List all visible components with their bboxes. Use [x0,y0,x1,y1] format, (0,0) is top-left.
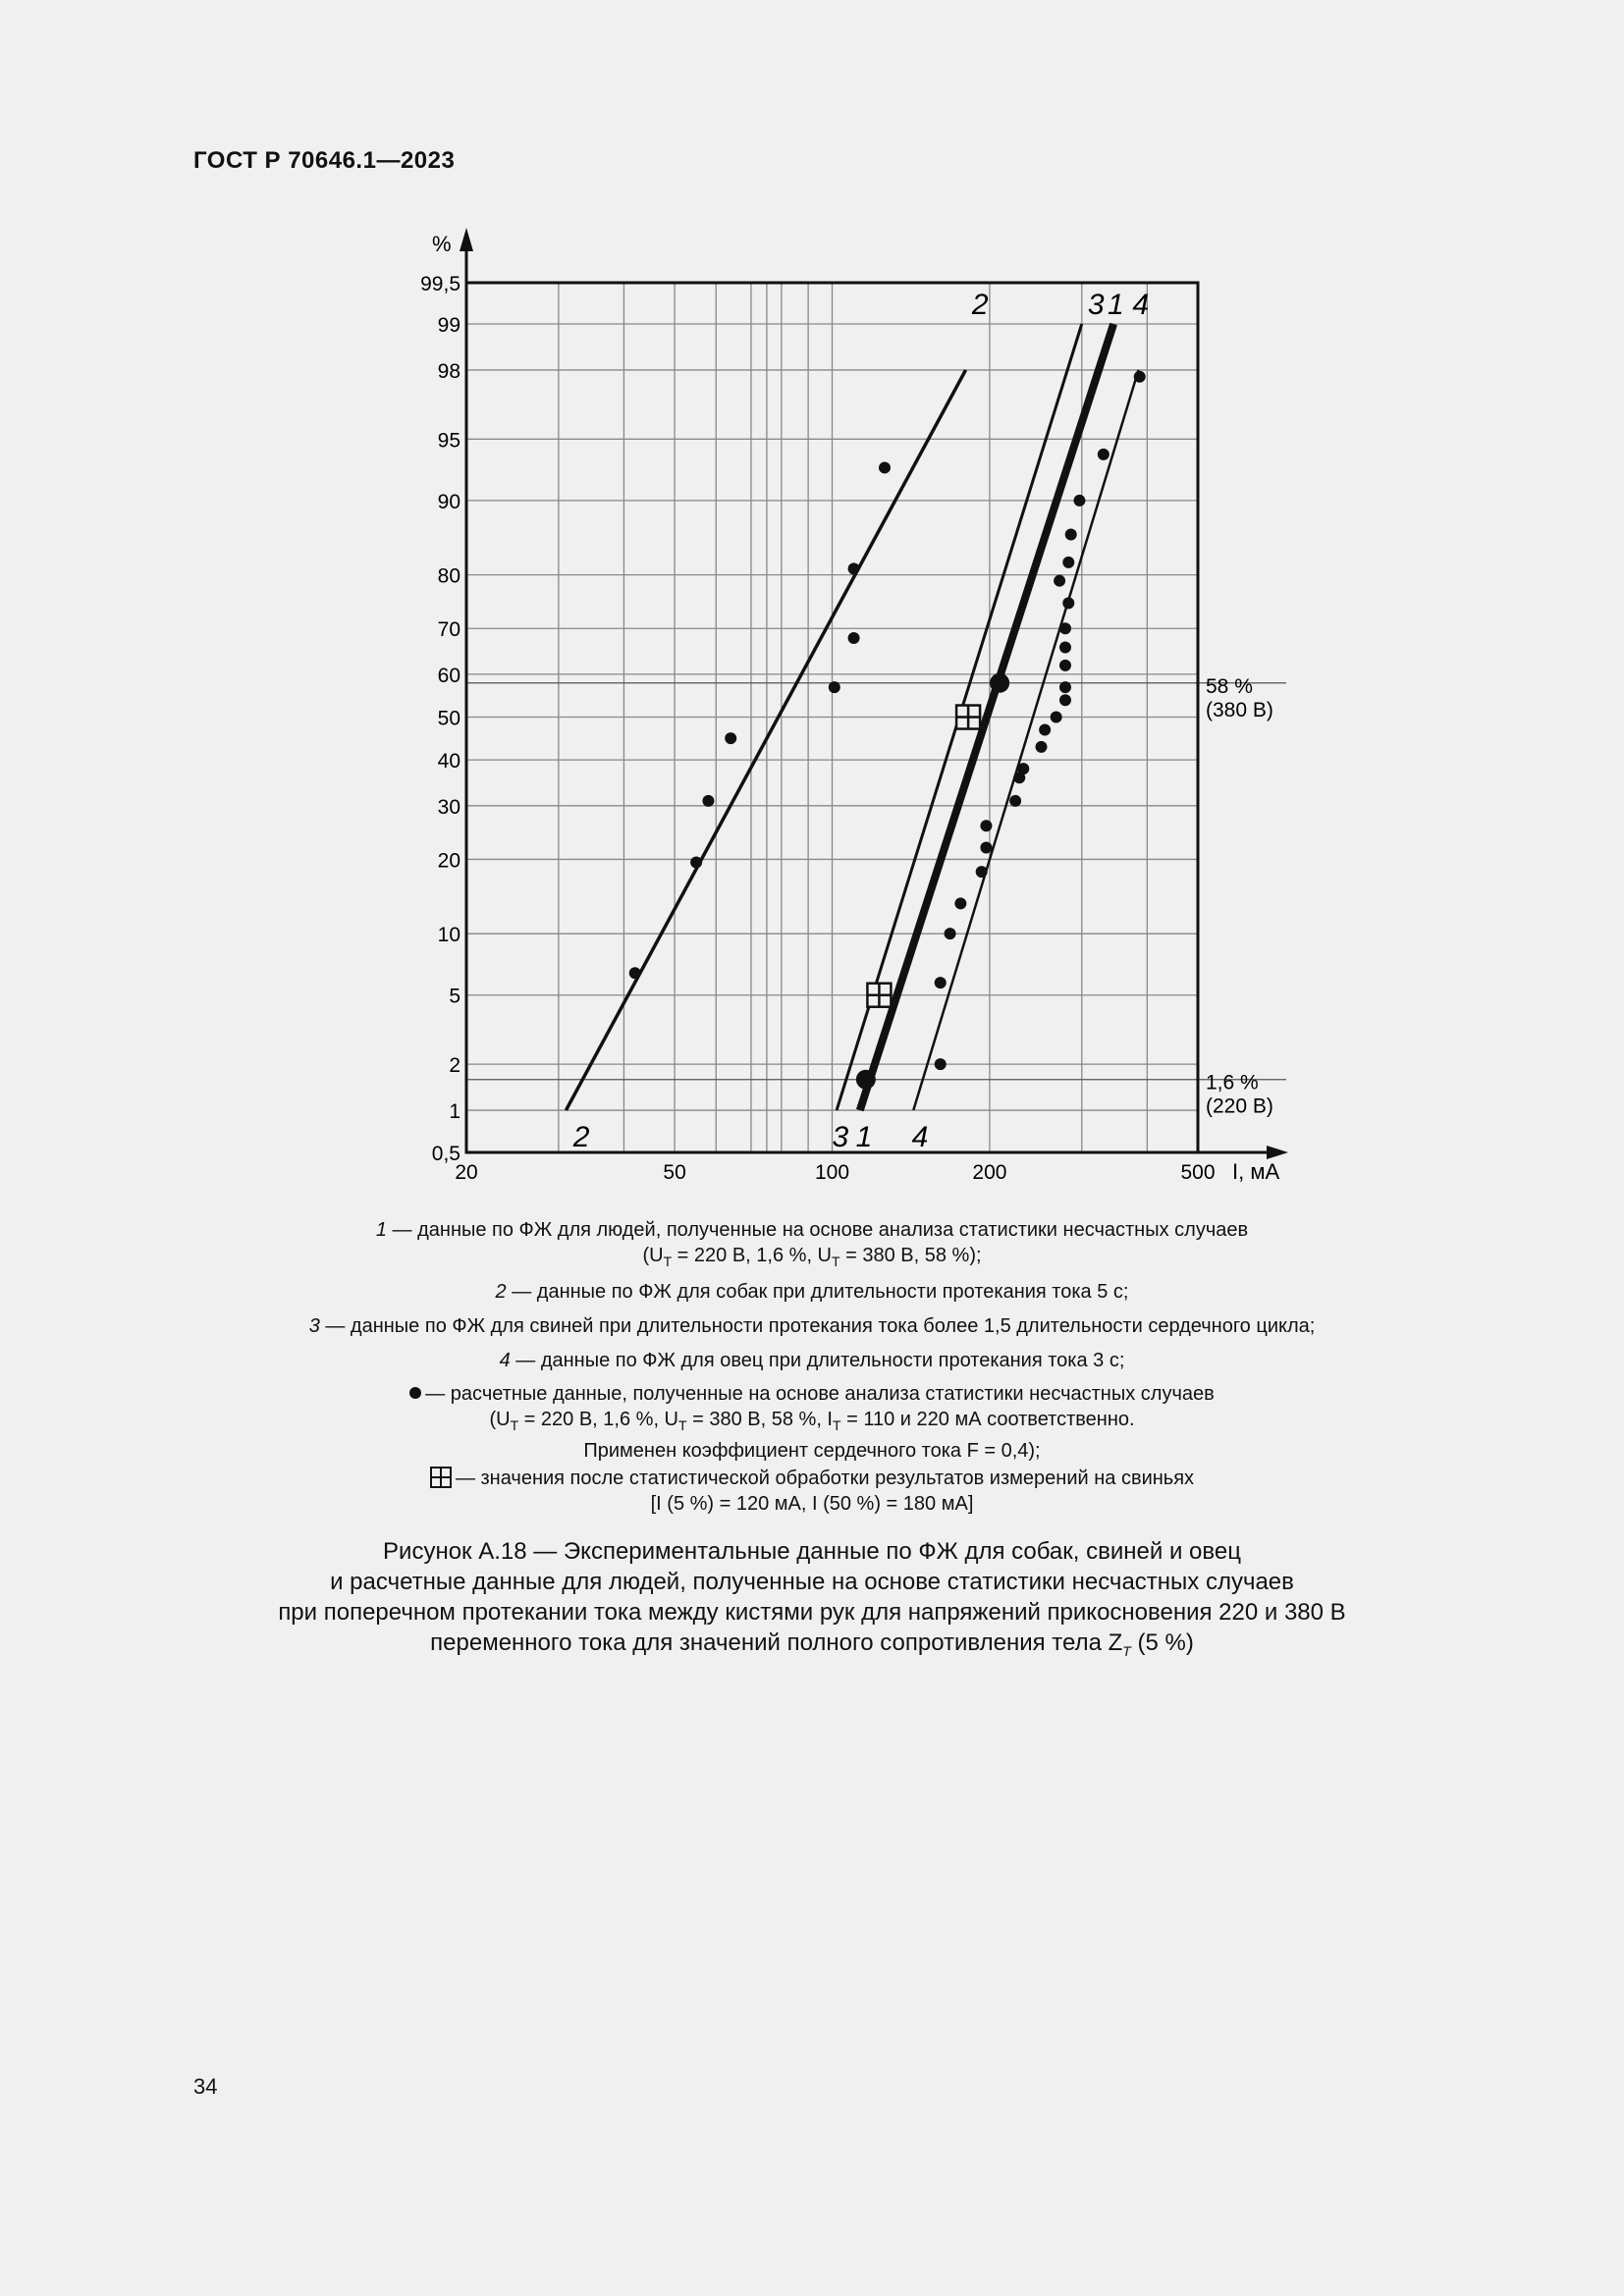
legend-5-detail: ($U_T = 220$ В, 1,6 %, $U_T = 380$ В, 58 %, $I_T = 110$ и 220 мА соответственно. [489,1409,1135,1433]
reference-label: (220 В) [1206,1095,1273,1118]
x-axis-arrow-icon [1267,1146,1288,1159]
data-point [702,795,714,807]
data-point [1062,597,1074,609]
data-point [725,732,736,744]
data-point [848,562,860,574]
caption-line-3: при поперечном протекании тока между кистями рук для напряжений прикосновения 220 и 380 В [278,1599,1346,1626]
data-point [629,967,641,979]
y-tick-label: 80 [437,564,460,588]
reference-label: 1,6 % [1206,1071,1259,1095]
legend-item-4 [0,1348,1624,1373]
line-label-top: 3 [1087,289,1105,321]
legend-2-number: 2 [495,1281,507,1303]
y-tick-label: 2 [449,1054,460,1078]
y-tick-label: 99 [437,314,460,337]
reference-label: 58 % [1206,674,1253,698]
legend-item-1 [0,1217,1624,1274]
points-layer [629,371,1146,1090]
y-tick-label: 60 [437,664,460,687]
x-tick-label: 500 [1180,1161,1216,1184]
square-cross-marker-icon [430,1467,452,1488]
legend-2-text: — данные по ФЖ для собак при длительности протекания тока 5 с; [506,1281,1129,1303]
line-label-bottom: 2 [572,1121,590,1153]
legend-item-5 [0,1381,1624,1464]
series-line-2 [566,370,965,1110]
caption-line-1: Рисунок А.18 — Экспериментальные данные по ФЖ для собак, свиней и овец [383,1538,1241,1565]
document-code: ГОСТ Р 70646.1—2023 [193,147,456,174]
y-tick-label: 30 [437,795,460,819]
square-cross-marker [867,984,891,1007]
data-point-large [990,673,1009,693]
x-axis-unit: I, мА [1232,1159,1280,1184]
data-point [954,897,966,909]
figure-caption [0,1536,1624,1667]
y-tick-label: 5 [449,985,460,1008]
legend-3-text: — данные по ФЖ для свиней при длительности протекания тока более 1,5 длительности сердечного цикла; [319,1315,1316,1337]
legend-item-6 [0,1466,1624,1517]
legend-1-number: 1 [375,1219,387,1241]
data-point [1059,642,1071,654]
y-tick-label: 99,5 [420,273,460,295]
data-point [980,841,992,853]
legend-5-text: — расчетные данные, полученные на основе анализа статистики несчастных случаев [425,1383,1215,1405]
y-tick-label: 95 [437,429,460,453]
line-label-top: 4 [1132,289,1150,321]
y-axis-arrow-icon [460,228,473,251]
line-label-bottom: 3 [832,1121,849,1153]
legend-3-number: 3 [308,1315,320,1337]
y-tick-label: 20 [437,849,460,873]
data-point [829,681,840,693]
y-tick-label: 40 [437,750,460,774]
data-point [1059,660,1071,671]
data-point [879,461,891,473]
data-point [1059,622,1071,634]
data-point [935,1058,947,1070]
y-tick-label: 90 [437,490,460,513]
data-point [980,820,992,831]
data-point [1009,795,1021,807]
caption-line-2: и расчетные данные для людей, полученные на основе статистики несчастных случаев [330,1569,1294,1595]
legend-item-2 [0,1279,1624,1305]
data-point [1054,575,1065,587]
data-point [1035,741,1047,753]
y-tick-label: 70 [437,618,460,642]
axis-layer [460,228,1288,1159]
x-tick-label: 100 [814,1161,850,1184]
legend-4-number: 4 [499,1350,511,1371]
grid-layer [466,283,1286,1152]
data-point [1062,557,1074,568]
data-point [935,977,947,988]
series-line-4 [913,370,1138,1110]
data-point [1065,529,1077,541]
legend-6-text: — значения после статистической обработки результатов измерений на свиньях [455,1468,1195,1489]
reference-label: (380 В) [1206,698,1273,721]
data-point [1098,449,1110,460]
legend-1-text: — данные по ФЖ для людей, полученные на основе анализа статистики несчастных случаев [387,1219,1249,1241]
dot-marker-icon [409,1387,421,1399]
y-tick-label: 50 [437,707,460,730]
data-point-large [856,1070,876,1090]
caption-line-4: переменного тока для значений полного сопротивления тела $Z_T$ (5 %) [430,1629,1194,1659]
line-label-top: 2 [971,289,989,321]
legend-item-3 [0,1313,1624,1339]
y-tick-label: 1 [449,1100,460,1124]
legend-5-coefficient: Применен коэффициент сердечного тока F = 0,4); [583,1440,1041,1462]
data-point [1059,694,1071,706]
y-tick-label: 0,5 [431,1143,460,1165]
data-point [690,857,702,869]
legend-4-text: — данные по ФЖ для овец при длительности протекания тока 3 с; [510,1350,1125,1371]
x-tick-label: 50 [663,1161,686,1184]
square-cross-marker [956,706,980,729]
line-label-bottom: 1 [855,1121,873,1153]
data-point [1134,371,1146,383]
data-point [848,632,860,644]
legend-1-detail: ($U_T = 220$ В, 1,6 %, $U_T = 380$ В, 58 %); [642,1245,982,1269]
data-point [976,866,988,878]
legend-6-detail: [I (5 %) = 120 мА, I (50 %) = 180 мА] [650,1493,974,1515]
page-number: 34 [193,2074,218,2099]
y-tick-label: 98 [437,359,460,383]
data-point [1039,723,1051,735]
y-tick-label: 10 [437,924,460,947]
data-point [1051,712,1062,723]
line-label-top: 1 [1108,289,1124,321]
x-tick-label: 20 [455,1161,478,1184]
y-axis-unit: % [432,232,452,256]
data-point [1073,495,1085,507]
data-point [1059,681,1071,693]
data-point [1017,763,1029,774]
x-tick-label: 200 [972,1161,1007,1184]
data-point [945,928,956,939]
line-label-bottom: 4 [911,1121,929,1153]
labels-layer [420,232,1279,1184]
